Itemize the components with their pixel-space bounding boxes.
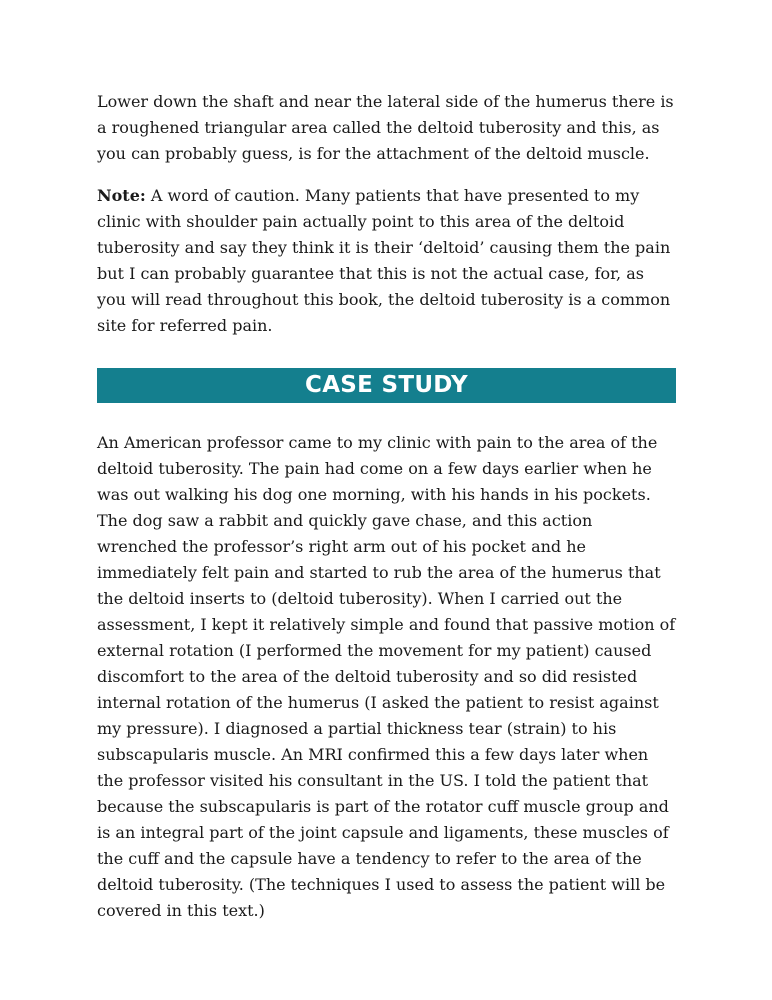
note-label: Note: — [97, 186, 146, 205]
case-study-text: An American professor came to my clinic with pain to the area of the deltoid tuberosity. The pain had come on a few days earlier when he was out walking his dog one morning, with his hands in his pockets. The dog saw a rabbit and quickly gave chase, and this action wrenched the professor’s right arm out of his pocket and he immediately felt pain and started to rub the area of the humerus that the deltoid inserts to (deltoid tuberosity). When I carried out the assessment, I kept it relatively simple and found that passive motion of external rotation (I performed the movement for my patient) caused discomfort to the area of the deltoid tuberosity and so did resisted internal rotation of the humerus (I asked the patient to resist against my pressure). I diagnosed a partial thickness tear (strain) to his subscapularis muscle. An MRI confirmed this a few days later when the professor visited his consultant in the US. I told the patient that because the subscapularis is part of the rotator cuff muscle group and is an integral part of the joint capsule and ligaments, these muscles of the cuff and the capsule have a tendency to refer to the area of the deltoid tuberosity. (The techniques I used to assess the patient will be covered in this text.) — [97, 433, 676, 920]
paragraph-deltoid-tuberosity: Lower down the shaft and near the lateral side of the humerus there is a roughened triangular area called the deltoid tuberosity and this, as you can probably guess, is for the attachment of the deltoid muscle. — [97, 92, 674, 163]
page-content — [97, 89, 677, 924]
case-study-heading: CASE STUDY — [97, 368, 676, 403]
note-paragraph — [97, 183, 677, 339]
note-text: A word of caution. Many patients that have presented to my clinic with shoulder pain actually point to this area of the deltoid tuberosity and say they think it is their ‘deltoid’ causing them the pain but I can probably guarantee that this is not the actual case, for, as you will read throughout this book, the deltoid tuberosity is a common site for referred pain. — [97, 186, 671, 335]
